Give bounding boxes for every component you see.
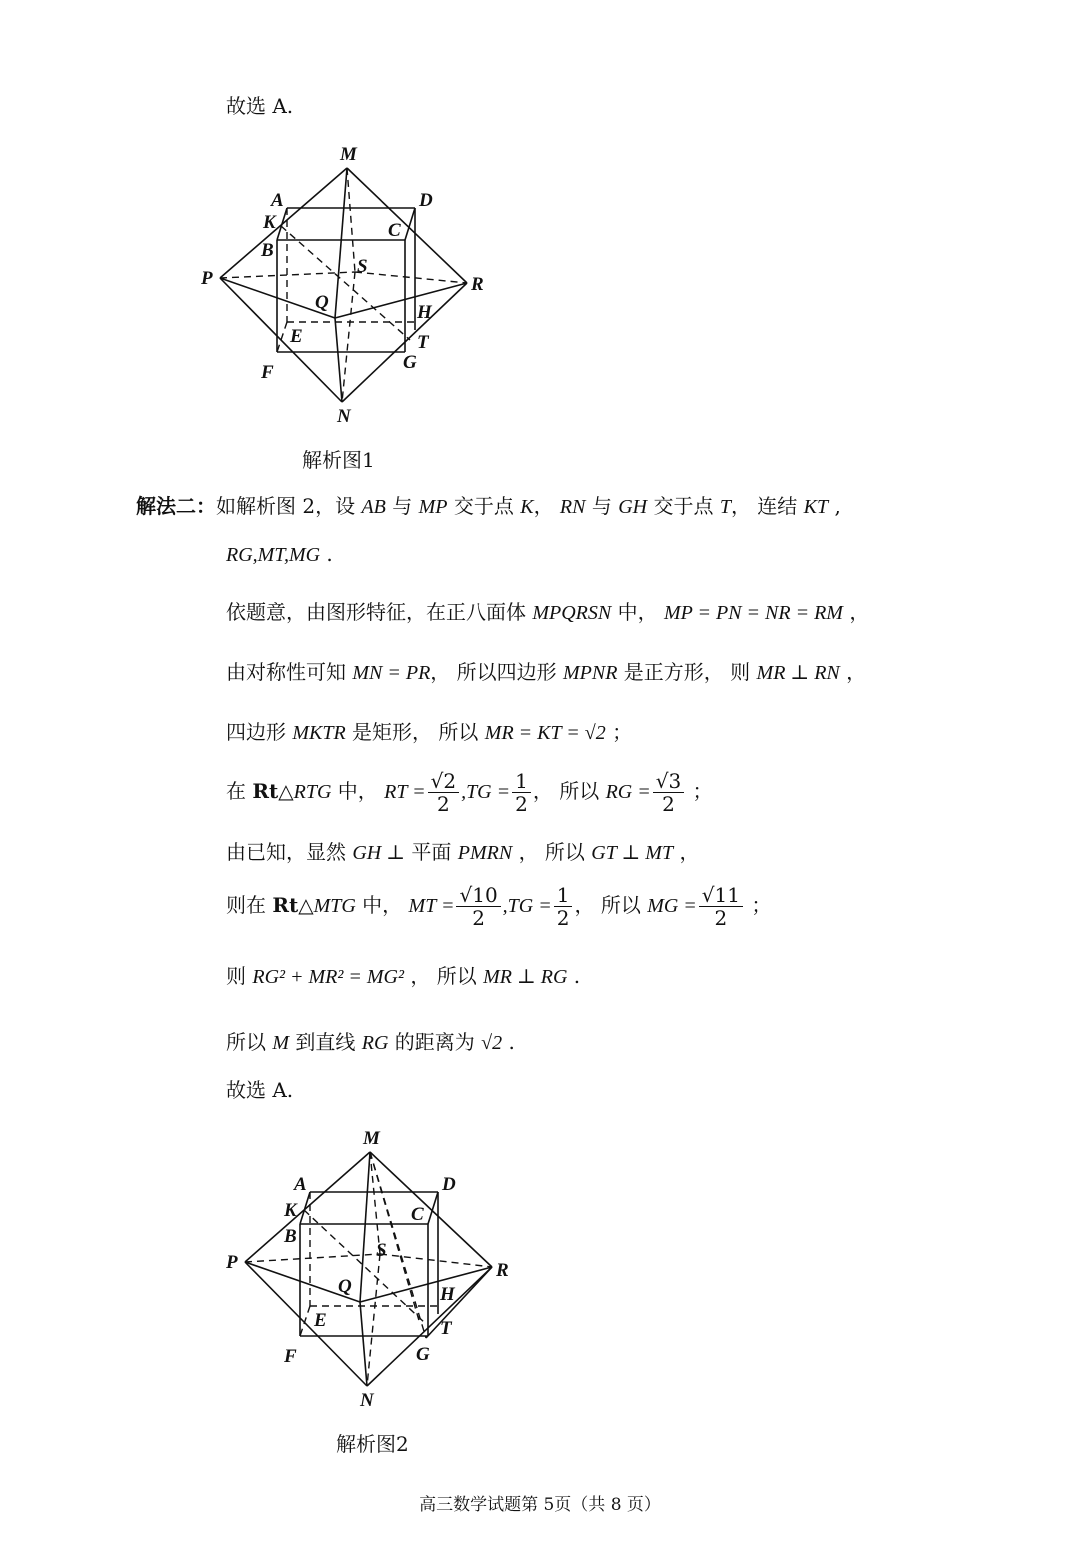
text: ， 所以 [403,964,484,988]
text: 则 [226,964,253,988]
numerator: √3 [653,770,684,793]
figure-2-caption: 解析图2 [336,1432,409,1456]
text: ， 所以 [532,779,606,803]
text: ， [673,840,700,864]
denominator: 2 [556,906,570,930]
fig1-label-N: N [337,406,351,427]
fraction [428,770,459,815]
math: RG = [605,781,651,803]
math: GT ⊥ MT [591,842,674,864]
text: 由已知，显然 [226,840,353,864]
solution2-line9 [226,962,580,991]
text: 如解析图 2，设 [216,494,362,518]
fig1-label-A: A [271,190,284,211]
math: ,TG = [502,895,552,917]
math: △MTG [298,895,356,917]
math: RT = [384,781,426,803]
text: ； [745,893,772,917]
denominator: 2 [515,792,528,816]
fig2-label-G: G [416,1344,430,1365]
fig2-label-T: T [440,1318,452,1339]
fig1-label-P: P [201,268,213,289]
text: 是矩形， 所以 [345,720,485,744]
math: Rt [272,893,299,917]
fig1-label-E: E [290,326,303,347]
fig1-label-F: F [261,362,274,383]
text: 中， [331,779,385,803]
solution2-line5 [226,718,632,747]
fig1-label-T: T [417,332,429,353]
text: 由对称性可知 [226,660,353,684]
denominator: 2 [436,792,450,816]
math: RN [559,496,586,518]
text: ， [839,660,867,684]
math: MN = PR [352,662,431,684]
math: MPQRSN [532,602,612,624]
numerator: √10 [456,884,500,907]
math: K [520,496,534,518]
numerator: 1 [512,770,531,793]
fig2-label-N: N [360,1390,374,1411]
math: ,TG = [461,781,511,803]
math: MT = [408,895,455,917]
fig1-label-H: H [417,302,432,323]
math: RG,MT,MG [226,544,321,566]
text: 在 [226,779,253,803]
text: 四边形 [226,720,293,744]
solution2-line4 [226,658,866,687]
denominator: 2 [662,792,675,816]
math: MPNR [563,662,618,684]
fig1-label-M: M [340,144,357,165]
fig1-label-K: K [263,212,276,233]
fig2-label-Q: Q [338,1276,352,1297]
text: 与 [585,494,619,518]
text: ， 所以 [574,893,648,917]
numerator: 1 [554,884,573,907]
fraction [456,884,500,929]
math: MKTR [292,722,346,744]
text: 中， [611,600,664,624]
text: 到直线 [289,1030,362,1054]
page-footer: 高三数学试题第 5页（共 8 页） [419,1495,661,1515]
solution2-line7 [226,838,699,867]
text: ， 所以 [512,840,592,864]
fig1-label-G: G [403,352,417,373]
fig1-label-C: C [388,220,401,241]
fig2-label-B: B [284,1226,297,1247]
solution2-line1 [136,492,841,521]
text: . [502,1030,515,1054]
figure-1-caption: 解析图1 [302,448,375,472]
text: 平面 [405,840,458,864]
solution2-line10 [226,1028,515,1057]
fraction [699,884,743,929]
math: Rt [252,779,279,803]
fraction [554,884,573,929]
math: MR ⊥ RG [483,966,568,988]
conclusion-2: 故选 A. [226,1078,294,1102]
fig2-label-M: M [363,1128,380,1149]
text: 则在 [226,893,273,917]
text: 所以 [226,1030,273,1054]
text: 与 [385,494,419,518]
math: △RTG [278,781,332,803]
solution2-title: 解法二： [136,494,216,518]
denominator: 2 [714,906,728,930]
text: 是正方形， 则 [617,660,757,684]
fig2-label-H: H [440,1284,455,1305]
text: 的距离为 [388,1030,482,1054]
math: PMRN [457,842,513,864]
math: MP [418,496,448,518]
fig1-label-Q: Q [315,292,329,313]
conclusion-1: 故选 A. [226,94,294,118]
fig2-label-P: P [226,1252,238,1273]
fig2-label-K: K [284,1200,297,1221]
text: 依题意，由图形特征，在正八面体 [226,600,533,624]
solution2-line8 [226,880,771,931]
math: MG = [647,895,697,917]
figure-2 [220,1124,530,1414]
math: RG² + MR² = MG² [252,966,404,988]
numerator: √2 [428,770,459,793]
text: . [567,964,581,988]
text: . [320,542,333,566]
text: ， 连结 [730,494,804,518]
fraction [653,770,684,815]
math: GH ⊥ [352,842,406,864]
math: GH [618,496,648,518]
fraction [512,770,531,815]
math: MR = KT = √2 [484,722,606,744]
math: RG [361,1032,389,1054]
fig1-label-R: R [471,274,484,295]
text: 交于点 [647,494,720,518]
text: ； [605,720,633,744]
fig1-label-B: B [261,240,274,261]
figure-1 [195,140,505,430]
fig2-label-R: R [496,1260,509,1281]
math: MP = PN = NR = RM [663,602,843,624]
math: MR ⊥ RN [756,662,840,684]
text: ， [842,600,870,624]
math: M [272,1032,290,1054]
text: , [828,494,841,518]
math: T [719,496,731,518]
fig2-label-A: A [294,1174,307,1195]
solution2-line3 [226,598,869,627]
solution2-line6 [226,766,713,817]
text: ， [533,494,560,518]
text: 交于点 [447,494,521,518]
math: AB [361,496,386,518]
fig2-label-D: D [442,1174,456,1195]
math: KT [803,496,829,518]
fig1-label-S: S [357,256,368,277]
denominator: 2 [472,906,485,930]
fig2-label-C: C [411,1204,424,1225]
fig2-label-S: S [376,1240,387,1261]
text: ， 所以四边形 [430,660,564,684]
solution2-line2 [226,540,333,569]
math: √2 [481,1032,503,1054]
text: 中， [355,893,409,917]
fig1-label-D: D [419,190,433,211]
numerator: √11 [699,884,743,907]
text: ； [686,779,713,803]
fig2-label-F: F [284,1346,297,1367]
fig2-label-E: E [314,1310,327,1331]
